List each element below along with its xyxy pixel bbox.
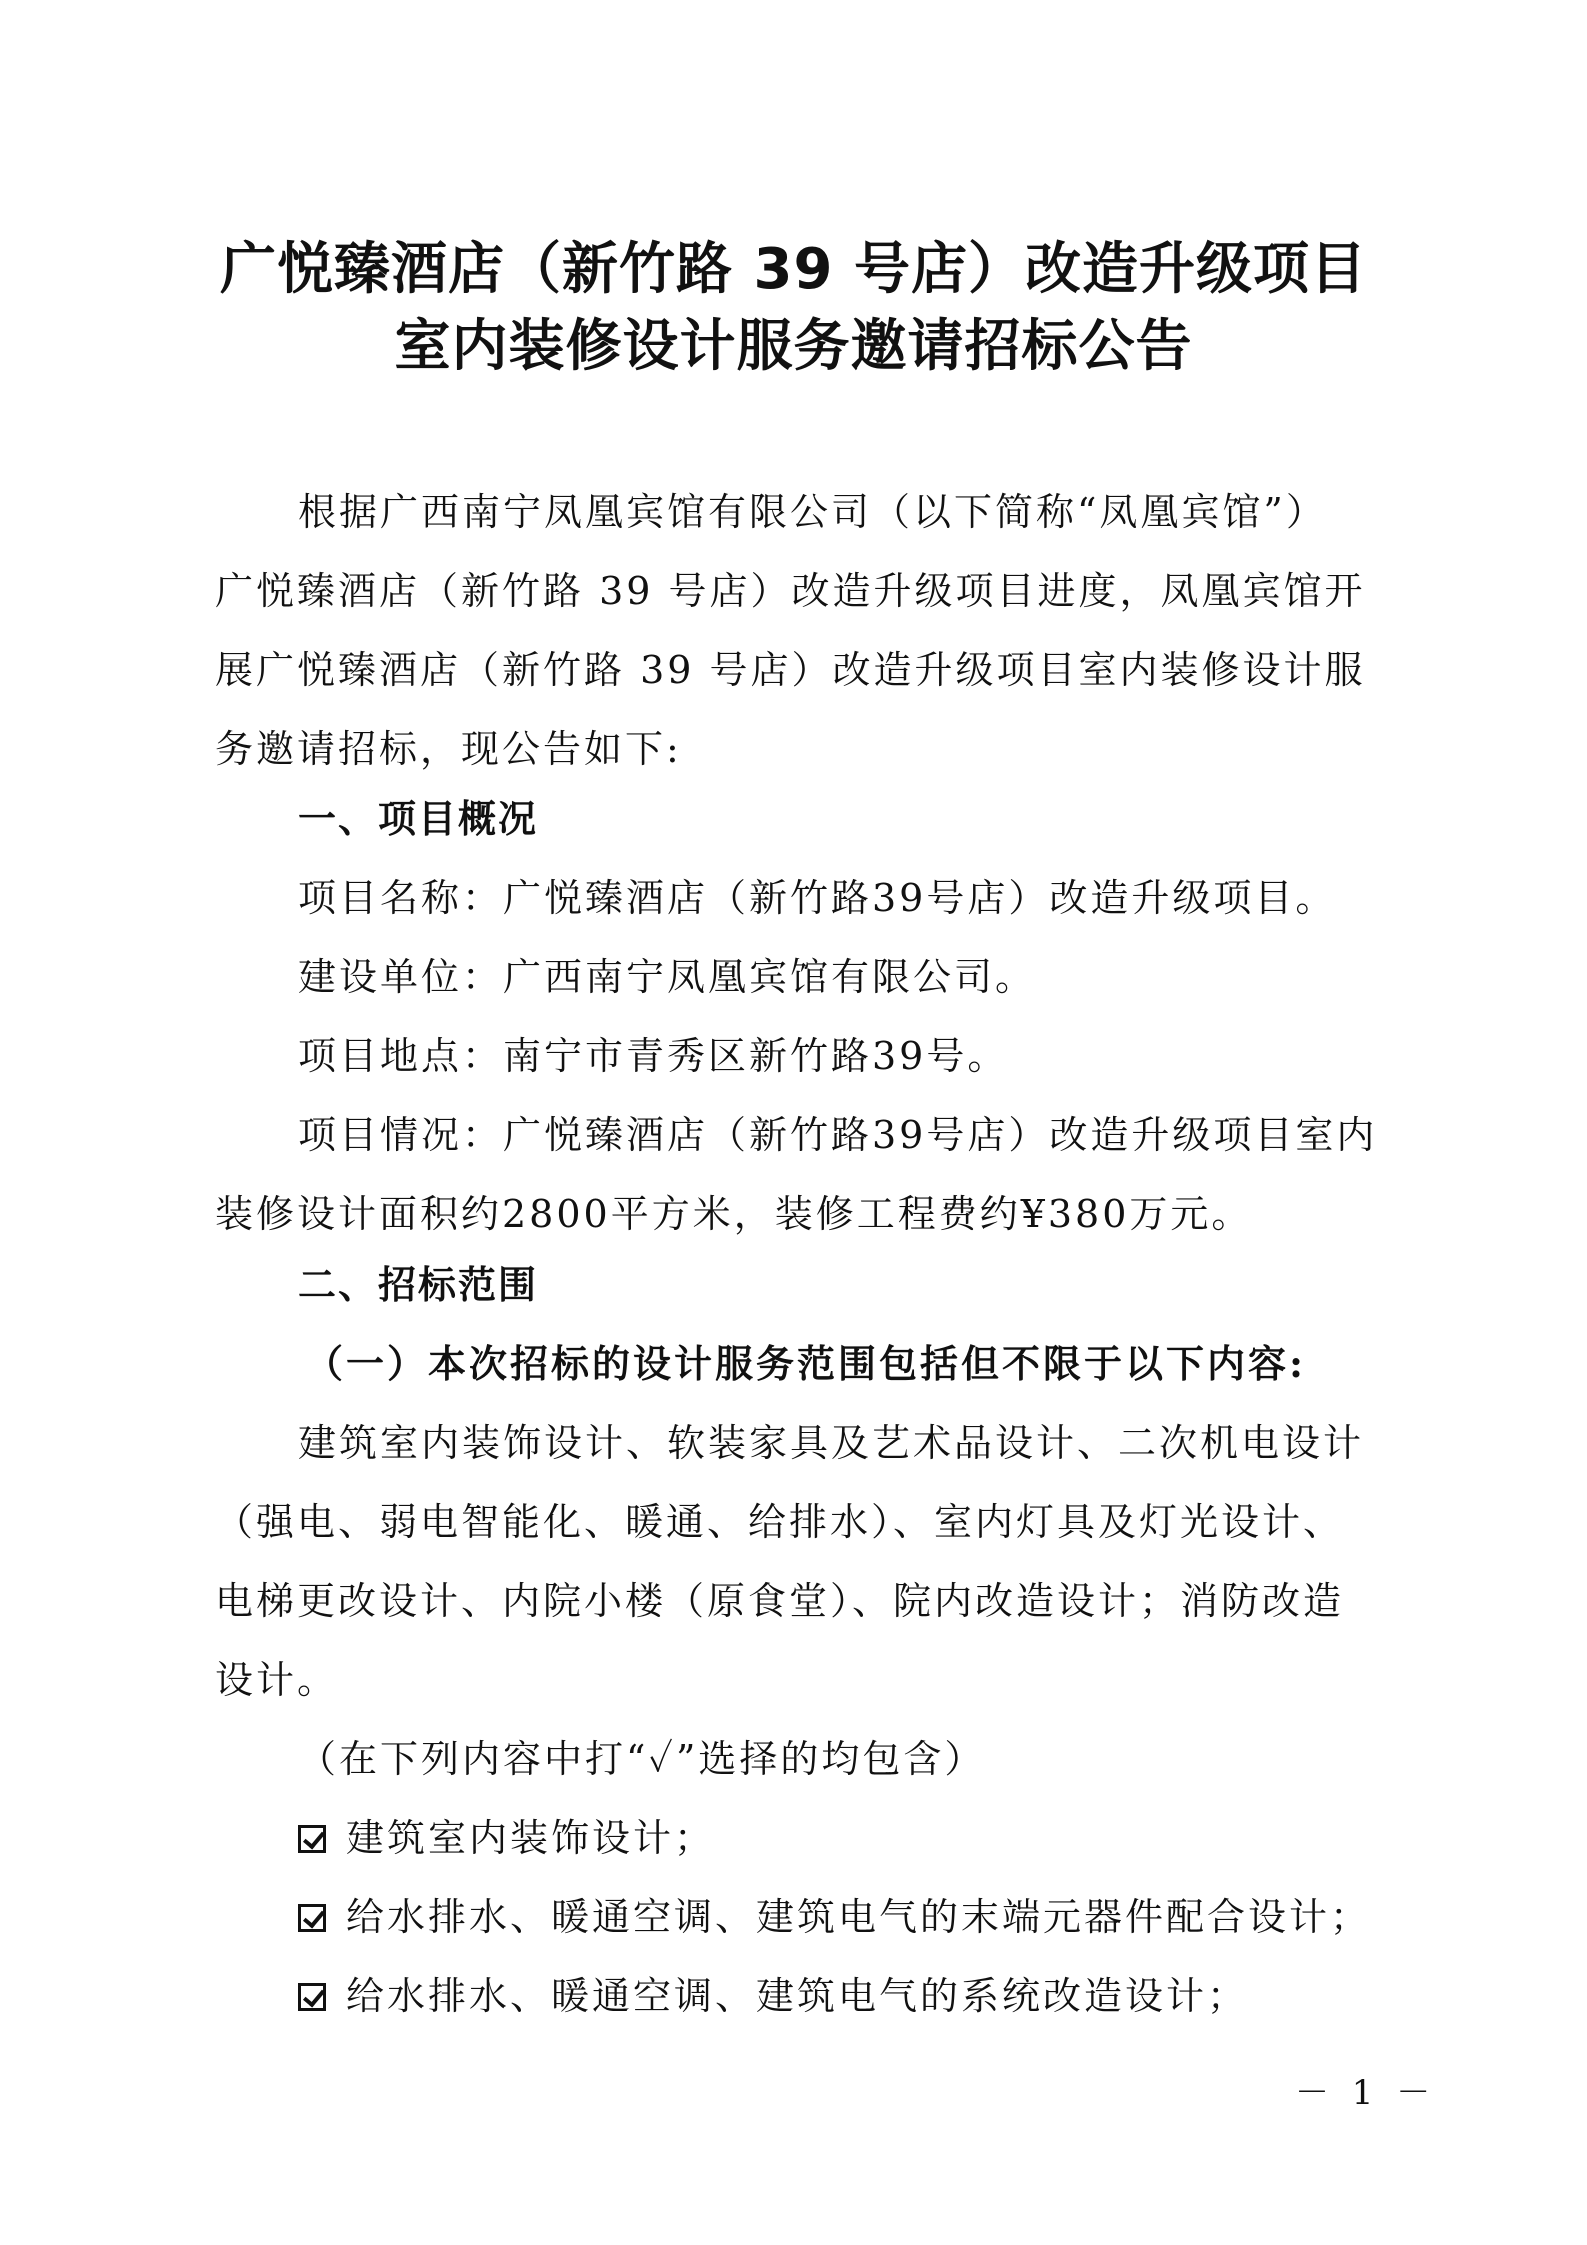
checklist-note: （在下列内容中打“✓”选择的均包含）: [298, 1737, 986, 1781]
document-title-line-2: 室内装修设计服务邀请招标公告: [394, 314, 1193, 379]
project-situation-line-2: 装修设计面积约2800平方米，装修工程费约¥380万元。: [215, 1192, 1253, 1236]
intro-line-2: 广悦臻酒店（新竹路 39 号店）改造升级项目进度，凤凰宾馆开: [215, 569, 1366, 613]
section-2-heading: 二、招标范围: [298, 1263, 539, 1307]
checked-checkbox-icon: [298, 1825, 326, 1853]
page-number: － 1 －: [1295, 2073, 1437, 2113]
checklist-item-label: 建筑室内装饰设计；: [346, 1816, 716, 1860]
scope-line-4: 设计。: [215, 1658, 339, 1702]
section-1-heading: 一、项目概况: [298, 797, 539, 841]
checklist-item-label: 给水排水、暖通空调、建筑电气的末端元器件配合设计；: [346, 1895, 1372, 1939]
scope-line-3: 电梯更改设计、内院小楼（原食堂）、院内改造设计；消防改造: [215, 1579, 1345, 1623]
project-name: 项目名称：广悦臻酒店（新竹路39号店）改造升级项目。: [298, 876, 1337, 920]
project-situation-line-1: 项目情况：广悦臻酒店（新竹路39号店）改造升级项目室内: [298, 1113, 1378, 1157]
checked-checkbox-icon: [298, 1904, 326, 1932]
intro-line-1: 根据广西南宁凤凰宾馆有限公司（以下简称“凤凰宾馆”）: [298, 490, 1327, 534]
intro-line-3: 展广悦臻酒店（新竹路 39 号店）改造升级项目室内装修设计服: [215, 648, 1366, 692]
section-2-subheading: （一）本次招标的设计服务范围包括但不限于以下内容:: [305, 1341, 1307, 1386]
checklist-item: [298, 1892, 1398, 1942]
scope-line-1: 建筑室内装饰设计、软装家具及艺术品设计、二次机电设计: [298, 1421, 1365, 1465]
checklist-item: [298, 1971, 1398, 2021]
intro-line-4: 务邀请招标，现公告如下:: [215, 727, 682, 771]
document-title-line-1: 广悦臻酒店（新竹路 39 号店）改造升级项目: [220, 237, 1367, 302]
construction-unit: 建设单位：广西南宁凤凰宾馆有限公司。: [298, 955, 1037, 999]
checked-checkbox-icon: [298, 1983, 326, 2011]
scope-line-2: （强电、弱电智能化、暖通、给排水）、室内灯具及灯光设计、: [215, 1500, 1345, 1544]
checklist-item-label: 给水排水、暖通空调、建筑电气的系统改造设计；: [346, 1974, 1249, 2018]
project-location: 项目地点：南宁市青秀区新竹路39号。: [298, 1034, 1009, 1078]
checklist-item: [298, 1813, 1398, 1863]
